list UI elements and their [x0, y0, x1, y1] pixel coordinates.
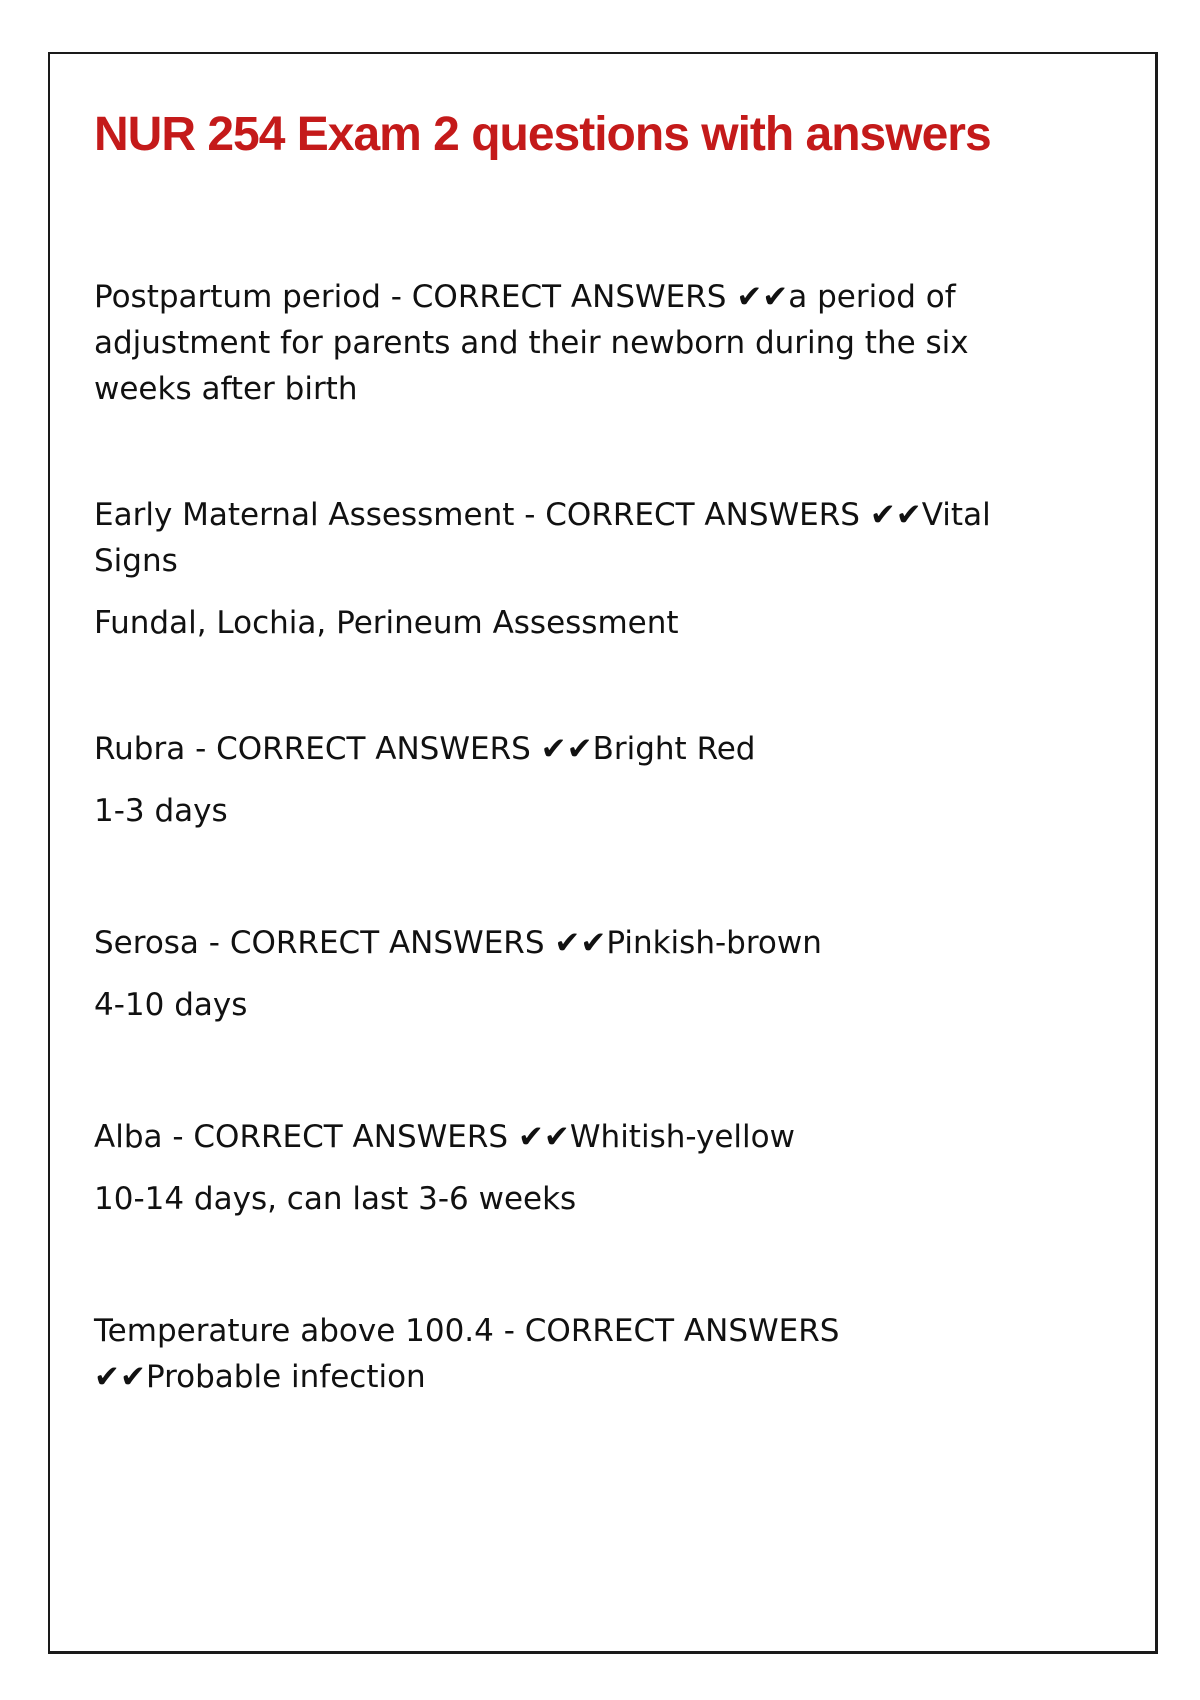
checkmark-icon: ✔✔: [736, 279, 789, 315]
document-title: NUR 254 Exam 2 questions with answers: [94, 108, 991, 161]
qa-line: [94, 1308, 1054, 1400]
qa-term: Serosa: [94, 925, 199, 961]
checkmark-icon: ✔✔: [554, 925, 607, 961]
qa-item-postpartum-period: [94, 274, 1054, 412]
qa-item-temperature: [94, 1308, 1054, 1400]
qa-line: [94, 492, 1054, 584]
qa-separator: - CORRECT ANSWERS: [493, 1313, 840, 1349]
qa-separator: - CORRECT ANSWERS: [162, 1119, 518, 1155]
checkmark-icon: ✔✔: [540, 731, 593, 767]
qa-term: Rubra: [94, 731, 186, 767]
qa-answer: Vital Signs: [94, 497, 991, 579]
qa-line: [94, 920, 1054, 966]
qa-term: Temperature above 100.4: [94, 1313, 494, 1349]
qa-term: Early Maternal Assessment: [94, 497, 515, 533]
qa-extra: 1-3 days: [94, 793, 228, 829]
qa-answer: Probable infection: [145, 1359, 426, 1395]
qa-term: Alba: [94, 1119, 163, 1155]
qa-separator: - CORRECT ANSWERS: [514, 497, 870, 533]
qa-item-alba: [94, 1114, 1054, 1222]
qa-extra: 4-10 days: [94, 987, 248, 1023]
qa-separator: - CORRECT ANSWERS: [185, 731, 541, 767]
qa-term: Postpartum period: [94, 279, 381, 315]
qa-extra: 10-14 days, can last 3-6 weeks: [94, 1181, 577, 1217]
qa-extra: Fundal, Lochia, Perineum Assessment: [94, 605, 679, 641]
qa-answer: Whitish-yellow: [569, 1119, 795, 1155]
qa-answer: Pinkish-brown: [606, 925, 822, 961]
qa-separator: - CORRECT ANSWERS: [198, 925, 555, 961]
qa-answer: a period of adjustment for parents and their newborn during the six weeks after birth: [94, 279, 969, 407]
checkmark-icon: ✔✔: [869, 497, 922, 533]
checkmark-icon: ✔✔: [94, 1359, 146, 1395]
qa-answer: Bright Red: [592, 731, 756, 767]
qa-item-early-maternal-assessment: [94, 492, 1054, 646]
checkmark-icon: ✔✔: [517, 1119, 570, 1155]
document-content: [94, 100, 1054, 1400]
qa-item-serosa: [94, 920, 1054, 1028]
qa-separator: - CORRECT ANSWERS: [380, 279, 737, 315]
qa-item-rubra: [94, 726, 1054, 834]
qa-line: [94, 1114, 1054, 1160]
qa-line: [94, 726, 1054, 772]
qa-line: [94, 274, 1054, 412]
